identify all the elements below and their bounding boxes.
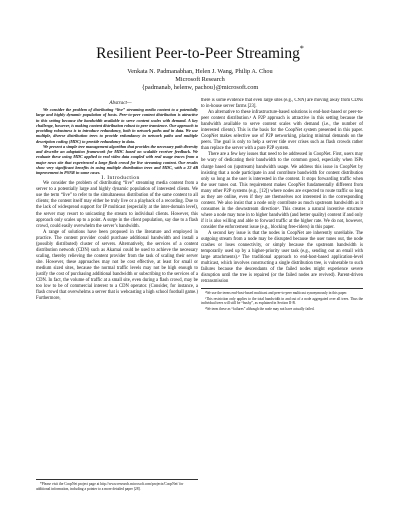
abstract-paragraph: We consider the problem of distributing “live” streaming media content to a potentially large and highly dynamic population of hosts. Peer-to-peer content distribution is attractive in this setting because the bandwidth available to serve content scales with demand. A key challenge, however, is making content distribution robust to peer transience. Our approach to providing robustness is to introduce redundancy, both in network paths and in data. We use multiple, diverse distribution trees to provide redundancy in network paths and multiple description coding (MDC) to provide redundancy in data. — [36, 107, 198, 144]
body-paragraph: An alternative to these infrastructure-based solutions is end-host-based or peer-to-peer content distribution.¹ A P2P approach is attractive in this setting because the bandwidth available to serve content scales with demand (i.e., the number of interested clients). This is the basis for the CoopNet system presented in this paper. CoopNet makes selective use of P2P networking, placing minimal demands on the peers. The goal is only to help a server tide over crises such as flash crowds rather than replace the server with a pure P2P system. — [201, 110, 363, 152]
footnote-text: ³We term these as “failures” although the node may not have actually failed. — [205, 306, 315, 311]
section-heading: I. Introduction — [101, 175, 140, 182]
author-block — [0, 68, 400, 92]
body-paragraph: there is some evidence that even large sites (e.g., CNN) are moving away from CDNs to in-house server farms [23]. — [201, 98, 363, 110]
footnote-text: *Please visit the CoopNet project page at http://www.research.microsoft.com/projects/CoopNet/ for additional information, including a pointer to a more detailed paper [28]. — [36, 482, 184, 491]
body-paragraph: There are a few key issues that need to be addressed in CoopNet. First, users may be wary of dedicating their bandwidth to the common good, especially when ISPs charge based on (upstream) bandwidth usage. We address this issue in CoopNet by insisting that a node participate in and contribute bandwidth for content distribution only so long as the user is interested in the content. It stops forwarding traffic when the user tunes out. This requirement makes CoopNet fundamentally different from many other P2P systems (e.g., [12]) where nodes are expected to route traffic so long as they are online, even if they are themselves not interested in the corresponding content. We also insist that a node only contribute as much upstream bandwidth as it consumes in the downstream direction². This creates a natural incentive structure where a node may tune in to higher bandwidth (and better quality) content if and only if it is also willing and able to forward traffic at the higher rate. We do not, however, consider the enforcement issue (e.g., blocking free-riders) in this paper. — [201, 152, 363, 230]
body-paragraph: We consider the problem of distributing “live” streaming media content from a server to a potentially large and highly dynamic population of interested clients. We use the term “live” to refer to the simultaneous distribution of the same content to all clients; the content itself may either be truly live or a playback of a recording. Due to the lack of widespread support for IP multicast (especially at the inter-domain level), the server may resort to unicasting the stream to individual clients. However, this approach only scales up to a point. A surge in the client population, say due to a flash crowd, could easily overwhelm the server’s bandwidth. — [36, 181, 198, 229]
abstract-heading: Abstract— — [109, 100, 132, 106]
author-emails: {padmanab, helenw, pachou}@microsoft.com — [141, 83, 259, 91]
right-column — [201, 98, 363, 503]
abstract-paragraph: We present a simple tree management algorithm that provides the necessary path diversity and describe an adaptation framework for MDC based on scalable receiver feedback. We evaluate these using MDC applied to real video data coupled with real usage traces from a major news site that experienced a large flash crowd for live streaming content. Our results show very significant benefits in using multiple distribution trees and MDC, with a 22 dB improvement in PSNR in some cases. — [36, 143, 198, 175]
abstract — [36, 107, 198, 175]
title-footnote-mark: * — [299, 44, 304, 53]
left-column — [36, 100, 198, 505]
title-text: Resilient Peer-to-Peer Streaming — [96, 45, 300, 62]
author-names: Venkata N. Padmanabhan, Helen J. Wang, Philip A. Chou — [127, 68, 273, 75]
left-footnote — [36, 479, 198, 492]
body-paragraph: A range of solutions have been proposed in the literature and employed in practice. The content provider could purchase additional bandwidth and install a (possibly distributed) cluster of servers. Alternatively, the services of a content distribution network (CDN) such as Akamai could be used to achieve the necessary scaling, thereby relieving the content provider from the task of scaling their server site. However, these approaches may not be cost effective, at least for small or medium sized sites, because the normal traffic levels may not be high enough to justify the cost of purchasing additional bandwidth or subscribing to the services of a CDN. In fact, the volume of traffic at a small site, even during a flash crowd, may be too low to be of commercial interest to a CDN operator. (Consider, for instance, a flash crowd that overwhelms a server that is webcasting a high school football game.) Furthermore, — [36, 229, 198, 302]
paper-title — [0, 40, 400, 63]
right-footnotes — [201, 288, 363, 311]
footnote-text: ²This restriction only applies to the total bandwidth in and out of a node aggregated over all trees. Thus the individual trees will still be “bushy”, as explained in Section II-B. — [201, 296, 363, 306]
body-paragraph: A second key issue is that the nodes in CoopNet are inherently unreliable. The outgoing stream from a node may be disrupted because the user tunes out, the node crashes or loses connectivity, or simply because the upstream bandwidth is temporarily used up by a higher-priority user task (e.g., sending out an email with large attachments).³ The traditional approach to end-host-based application-level multicast, which involves constructing a single distribution tree, is vulnerable to such failures because the descendants of the failed nodes might experience severe disruption until the tree is repaired (or the failed nodes are revived). Parent-driven retransmission — [201, 231, 363, 285]
footnote-text: ¹We use the terms end-host-based multicast and peer-to-peer multicast synonymously in this paper. — [205, 291, 348, 296]
affiliation: Microsoft Research — [175, 75, 225, 83]
